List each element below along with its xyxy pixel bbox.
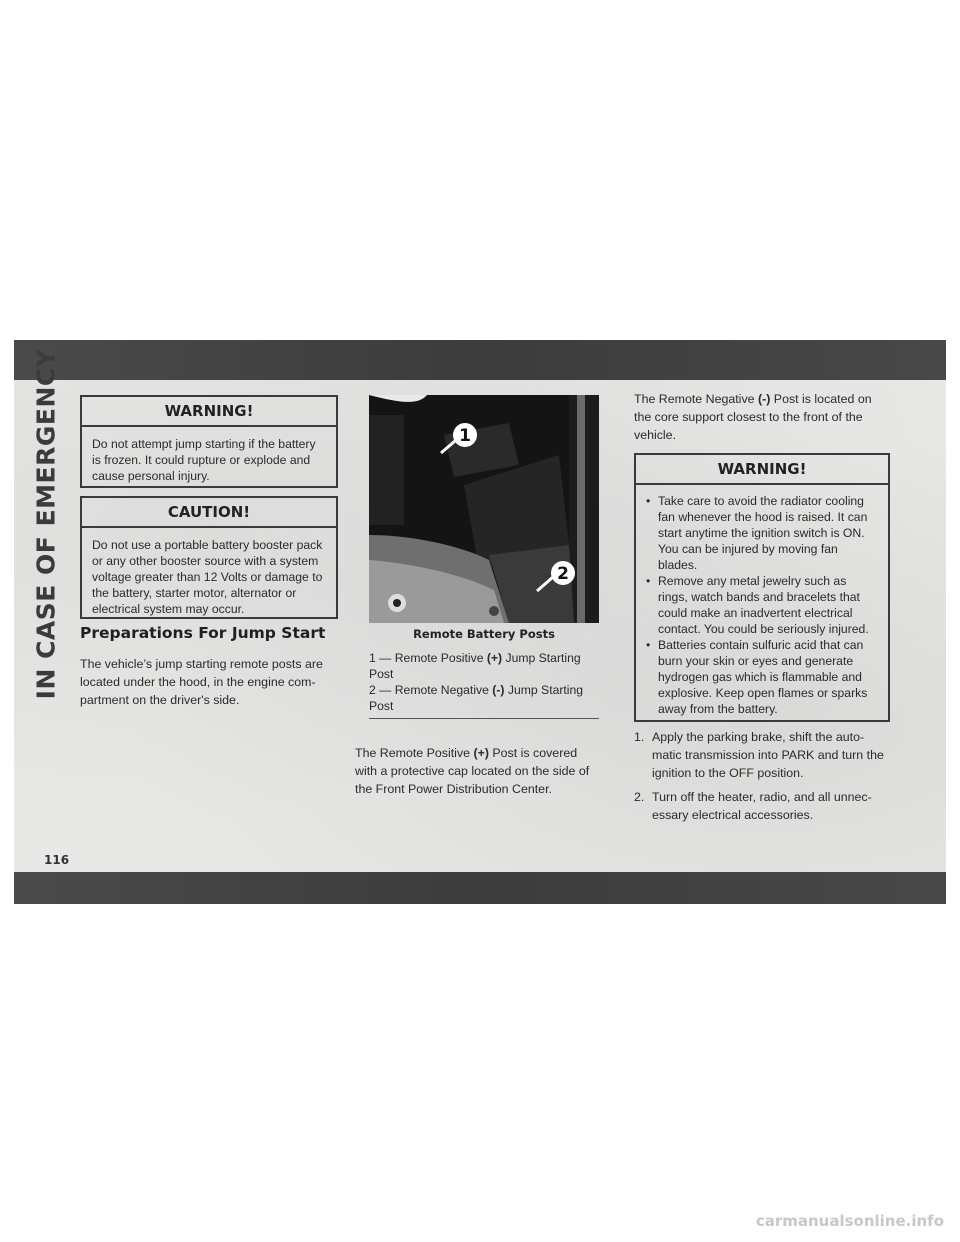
warning-title: WARNING! bbox=[82, 397, 336, 427]
legend-item bbox=[369, 650, 599, 682]
positive-para-text: The Remote Positive bbox=[355, 746, 474, 760]
legend-item-2-suffix: Jump Starting Post bbox=[369, 683, 584, 713]
legend-item-1-text: 1 — Remote Positive bbox=[369, 651, 487, 665]
positive-symbol: (+) bbox=[473, 746, 489, 760]
marker-1-label: 1 bbox=[459, 426, 471, 446]
warning-bullet: • Batteries contain sulfuric acid that can burn your skin or eyes and generate hydrogen gas which is flammable and explosive. Keep open flames or sparks away from the battery. bbox=[646, 638, 868, 716]
warning-bullet: • Take care to avoid the radiator cooling fan whenever the hood is raised. It can start anytime the ignition switch is ON. You can be injured by moving fan blades. bbox=[646, 494, 868, 572]
figure-caption: Remote Battery Posts bbox=[413, 627, 555, 641]
legend-item-1-suffix: Jump Starting Post bbox=[369, 651, 581, 681]
warning-bullets bbox=[636, 485, 888, 725]
warning-bullet-text: Batteries contain sulfuric acid that can burn your skin or eyes and generate hydrogen gas which is flammable and explosive. Keep open flames or sparks away from the battery. bbox=[658, 638, 868, 716]
warning-text: Do not attempt jump starting if the battery is frozen. It could rupture or explode and cause personal injury. bbox=[92, 437, 316, 483]
negative-para-suffix: Post is located on the core support closest to the front of the vehicle. bbox=[634, 392, 872, 442]
warning-box-frozen bbox=[80, 395, 338, 488]
step-text: Apply the parking brake, shift the auto- matic transmission into PARK and turn the ignition to the OFF position. bbox=[652, 730, 884, 780]
step-text: Turn off the heater, radio, and all unnec- essary electrical accessories. bbox=[652, 790, 872, 822]
caution-title: CAUTION! bbox=[82, 498, 336, 528]
caution-box bbox=[80, 496, 338, 619]
section-heading: Preparations For Jump Start bbox=[80, 624, 326, 642]
warning-box-hazards bbox=[634, 453, 890, 722]
warning-bullet-text: Take care to avoid the radiator cooling fan whenever the hood is raised. It can start anytime the ignition switch is ON. You can be injured by moving fan blades. bbox=[658, 494, 868, 572]
footer-band bbox=[14, 872, 946, 904]
engine-bay-illustration bbox=[369, 395, 599, 623]
step-item bbox=[634, 728, 888, 782]
side-label-text: IN CASE OF EMERGENCY bbox=[31, 348, 61, 700]
negative-symbol: (-) bbox=[757, 392, 771, 406]
warning-bullet: • Remove any metal jewelry such as rings, watch bands and bracelets that could make an inadvertent electrical contact. You could be seriously injured. bbox=[646, 574, 869, 636]
negative-post-paragraph bbox=[634, 390, 888, 444]
marker-2-label: 2 bbox=[557, 564, 569, 584]
legend-divider bbox=[369, 718, 599, 719]
footer-watermark-url: carmanualsonline.info bbox=[755, 1212, 944, 1230]
warning-title: WARNING! bbox=[636, 455, 888, 485]
negative-para-text: The Remote Negative bbox=[634, 392, 758, 406]
step-number: 1. bbox=[634, 730, 645, 744]
battery-posts-photo bbox=[369, 395, 599, 623]
header-band bbox=[14, 340, 946, 380]
legend-item-2-text: 2 — Remote Negative bbox=[369, 683, 493, 697]
intro-paragraph: The vehicle’s jump starting remote posts are located under the hood, in the engine com- partment on the driver's side. bbox=[80, 657, 323, 707]
steps-list bbox=[634, 728, 888, 824]
positive-para-suffix: Post is covered with a protective cap located on the side of the Front Power Distribution Center. bbox=[355, 746, 590, 796]
step-number: 2. bbox=[634, 790, 645, 804]
warning-bullet-text: Remove any metal jewelry such as rings, watch bands and bracelets that could make an inadvertent electrical contact. You could be seriously injured. bbox=[658, 574, 869, 636]
legend-item-2-symbol: (-) bbox=[492, 683, 505, 697]
positive-post-paragraph bbox=[355, 744, 601, 798]
figure-legend bbox=[369, 650, 599, 714]
legend-item-1-symbol: (+) bbox=[486, 651, 503, 665]
legend-item bbox=[369, 682, 599, 714]
step-item bbox=[634, 788, 888, 824]
section-side-label bbox=[24, 348, 68, 700]
page-number: 116 bbox=[44, 853, 70, 867]
caution-text: Do not use a portable battery booster pack or any other booster source with a system voltage greater than 12 Volts or damage to the battery, starter motor, alternator or electrical system may occur. bbox=[92, 538, 323, 616]
